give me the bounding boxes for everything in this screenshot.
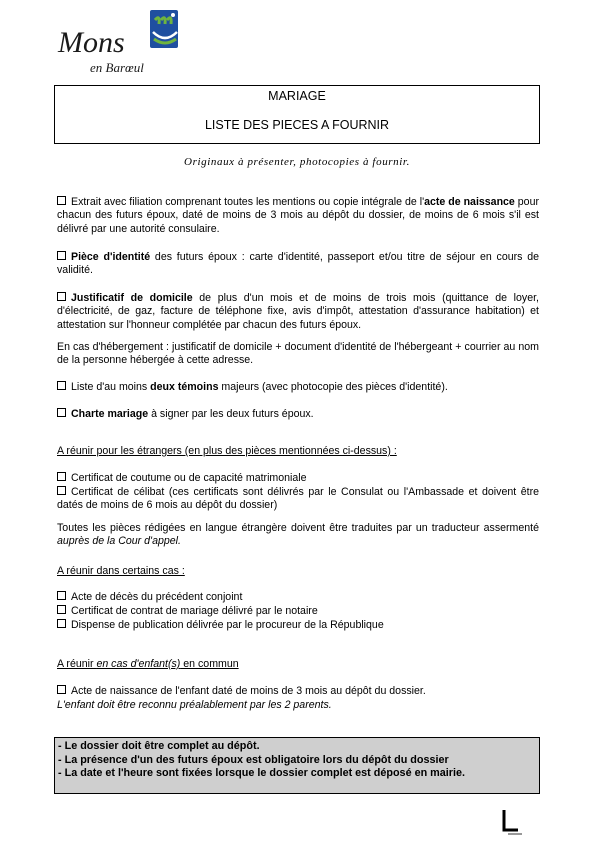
cases-item-death: Acte de décès du précédent conjoint (57, 591, 539, 604)
checkbox-icon (57, 486, 66, 495)
item-birth-certificate: Extrait avec filiation comprenant toutes les mentions ou copie intégrale de l'acte de naissance pour chacun des futurs époux, daté de moins de 3 mois au dépôt du dossier, de moins de 6 mois s'il est délivré par une autorité consulaire. (57, 196, 539, 235)
item-identity: Pièce d'identité des futurs époux : carte d'identité, passeport et/ou titre de séjour en cours de validité. (57, 251, 539, 277)
logo-subtitle: en Barœul (90, 60, 144, 75)
child-heading: A réunir en cas d'enfant(s) en commun (57, 658, 239, 670)
foreign-item-celibacy: Certificat de célibat (ces certificats sont délivrés par le Consulat ou l'Ambassade et doivent être datés de moins de 6 mois au dépôt du dossier) (57, 486, 539, 512)
warning-line: - La date et l'heure sont fixées lorsque le dossier complet est déposé en mairie. (58, 767, 465, 779)
title-box (54, 85, 540, 144)
checkbox-icon (57, 251, 66, 260)
cases-item-contract: Certificat de contrat de mariage délivré par le notaire (57, 605, 539, 618)
cases-item-dispensation: Dispense de publication délivrée par le procureur de la République (57, 619, 539, 632)
checkbox-icon (57, 292, 66, 301)
item-hosting-note: En cas d'hébergement : justificatif de domicile + document d'identité de l'hébergeant + courrier au nom de la personne hébergée à cette adresse. (57, 341, 539, 367)
foreign-heading: A réunir pour les étrangers (en plus des pièces mentionnées ci-dessus) : (57, 445, 397, 457)
foreign-translation-note: Toutes les pièces rédigées en langue étrangère doivent être traduites par un traducteur assermenté auprès de la Cour d'appel. (57, 522, 539, 548)
cases-heading: A réunir dans certains cas : (57, 565, 185, 577)
child-note: L'enfant doit être reconnu préalablement par les 2 parents. (57, 699, 332, 711)
checkbox-icon (57, 605, 66, 614)
checkbox-icon (57, 685, 66, 694)
corner-mark-icon (498, 806, 526, 838)
warning-line: - Le dossier doit être complet au dépôt. (58, 740, 260, 752)
item-domicile: Justificatif de domicile de plus d'un mois et de moins de trois mois (quittance de loyer, d'électricité, de gaz, facture de téléphone fixe, avis d'impôt, attestation d'assurance habitation) et attestation sur l'honneur complétée par chacun des futurs époux. (57, 292, 539, 331)
child-item-birth: Acte de naissance de l'enfant daté de moins de 3 mois au dépôt du dossier. (57, 685, 539, 698)
intro-line: Originaux à présenter, photocopies à fournir. (184, 156, 410, 168)
page-subtitle: LISTE DES PIECES A FOURNIR (204, 118, 390, 132)
warning-box (54, 737, 540, 794)
page-title: MARIAGE (268, 89, 326, 103)
item-charter: Charte mariage à signer par les deux futurs époux. (57, 408, 539, 421)
logo-name: Mons (58, 26, 125, 59)
item-witnesses: Liste d'au moins deux témoins majeurs (avec photocopie des pièces d'identité). (57, 381, 539, 394)
checkbox-icon (57, 381, 66, 390)
warning-line: - La présence d'un des futurs époux est obligatoire lors du dépôt du dossier (58, 753, 449, 766)
checkbox-icon (57, 472, 66, 481)
checkbox-icon (57, 619, 66, 628)
foreign-item-custom: Certificat de coutume ou de capacité matrimoniale (57, 472, 539, 485)
checkbox-icon (57, 196, 66, 205)
checkbox-icon (57, 591, 66, 600)
checkbox-icon (57, 408, 66, 417)
